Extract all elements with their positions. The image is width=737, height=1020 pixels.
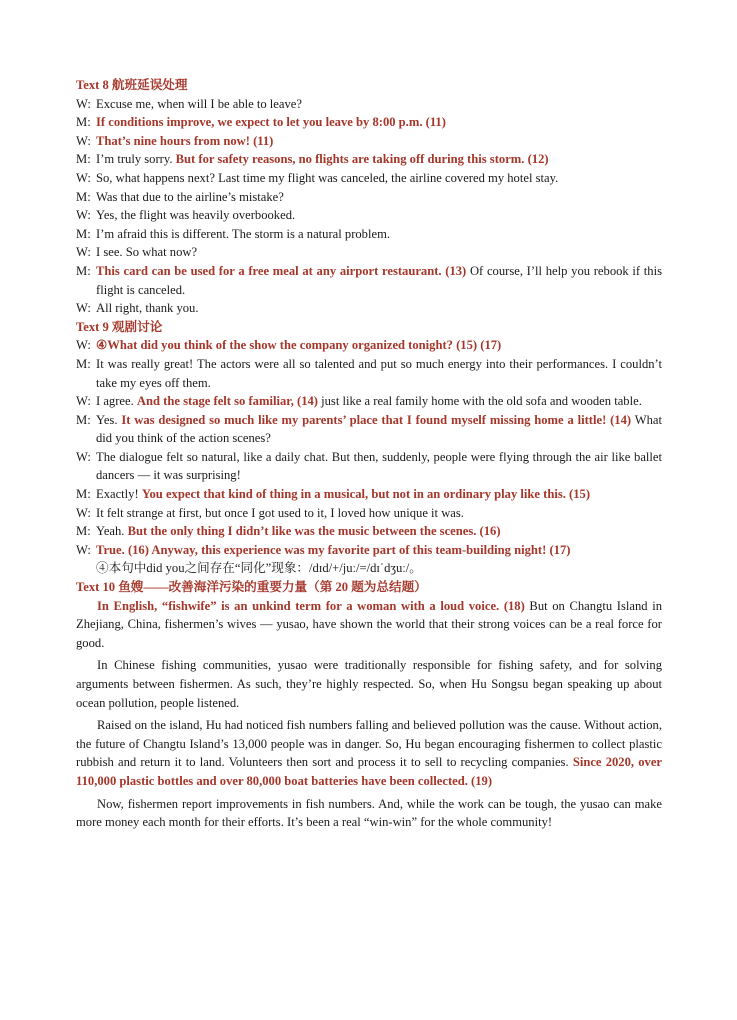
- text-run: I’m truly sorry.: [96, 152, 176, 167]
- dialogue-line: [76, 169, 662, 188]
- passage-paragraph: [76, 656, 662, 712]
- text10-passage: [76, 597, 662, 832]
- text-run: It felt strange at first, but once I got used to it, I loved how unique it was.: [96, 505, 464, 520]
- text-run: In Chinese fishing communities, yusao were traditionally responsible for fishing safety, and for solving arguments between fishermen. As such, they’re highly respected. So, when Hu Songsu began speaking up about ocean pollution, people listened.: [76, 658, 662, 710]
- speaker-label: W:: [76, 449, 91, 464]
- answer-highlight: But for safety reasons, no flights are taking off during this storm. (12): [175, 152, 549, 167]
- passage-paragraph: [76, 716, 662, 790]
- answer-highlight: If conditions improve, we expect to let you leave by 8:00 p.m. (11): [96, 115, 446, 130]
- speaker-label: W:: [76, 542, 91, 557]
- dialogue-text: [96, 299, 662, 318]
- speaker-label: M:: [76, 487, 91, 502]
- speaker-label: M:: [76, 412, 91, 427]
- text8-dialogue: [76, 95, 662, 318]
- dialogue-line: [76, 225, 662, 244]
- dialogue-line: [76, 132, 662, 151]
- dialogue-text: [96, 392, 662, 411]
- speaker-label: M:: [76, 524, 91, 539]
- speaker-label: W:: [76, 133, 91, 148]
- dialogue-text: [96, 225, 662, 244]
- dialogue-line: [76, 448, 662, 485]
- dialogue-line: [76, 392, 662, 411]
- text-run: I’m afraid this is different. The storm is a natural problem.: [96, 226, 391, 241]
- passage-paragraph: [76, 795, 662, 832]
- text10-heading: Text 10 鱼嫂——改善海洋污染的重要力量（第 20 题为总结题）: [76, 580, 427, 595]
- dialogue-text: [96, 355, 662, 392]
- text-run: I agree.: [96, 394, 137, 409]
- text-run: Now, fishermen report improvements in fish numbers. And, while the work can be tough, the yusao can make more money each month for their efforts. It’s been a real “win-win” for the whole community!: [76, 796, 662, 830]
- text-run: Yes, the flight was heavily overbooked.: [96, 208, 296, 223]
- speaker-label: W:: [76, 96, 91, 111]
- answer-highlight: It was designed so much like my parents’ place that I found myself missing home a little! (14): [121, 412, 632, 427]
- dialogue-text: [96, 243, 662, 262]
- dialogue-text: [96, 95, 662, 114]
- text-run: I see. So what now?: [96, 245, 198, 260]
- dialogue-line: [76, 262, 662, 299]
- dialogue-line: [76, 243, 662, 262]
- text9-note: ④本句中did you之间存在“同化”现象：/dɪd/+/juː/=/dɪˈdʒuː/。: [96, 561, 422, 576]
- dialogue-line: [76, 411, 662, 448]
- answer-highlight: In English, “fishwife” is an unkind term for a woman with a loud voice. (18): [97, 598, 525, 613]
- dialogue-text: [96, 188, 662, 207]
- speaker-label: M:: [76, 152, 91, 167]
- dialogue-text: [96, 336, 662, 355]
- answer-highlight: ④What did you think of the show the company organized tonight? (15) (17): [96, 338, 502, 353]
- dialogue-line: [76, 206, 662, 225]
- dialogue-line: [76, 95, 662, 114]
- speaker-label: W:: [76, 301, 91, 316]
- speaker-label: W:: [76, 170, 91, 185]
- dialogue-line: [76, 150, 662, 169]
- speaker-label: M:: [76, 189, 91, 204]
- text-run: Of course, I’ll help you rebook if this flight is canceled.: [96, 263, 662, 297]
- text-run: Yes.: [96, 412, 122, 427]
- answer-highlight: That’s nine hours from now! (11): [96, 133, 274, 148]
- dialogue-line: [76, 485, 662, 504]
- speaker-label: M:: [76, 356, 91, 371]
- passage-paragraph: [76, 597, 662, 653]
- text9-dialogue: [76, 336, 662, 559]
- dialogue-line: [76, 541, 662, 560]
- text-run: What did you think of the action scenes?: [96, 412, 662, 446]
- dialogue-text: [96, 504, 662, 523]
- speaker-label: W:: [76, 338, 91, 353]
- text8-heading: Text 8 航班延误处理: [76, 78, 188, 92]
- dialogue-text: [96, 262, 662, 299]
- text-run: just like a real family home with the old sofa and wooden table.: [317, 394, 642, 409]
- speaker-label: W:: [76, 394, 91, 409]
- text-run: Raised on the island, Hu had noticed fish numbers falling and believed pollution was the cause. Without action, the future of Changtu Island’s 13,000 people was in danger. So, Hu began encouraging fishermen to collect plastic rubbish and return it to land. Volunteers then sort and process it to sell to recycling companies.: [76, 718, 662, 770]
- dialogue-line: [76, 299, 662, 318]
- dialogue-line: [76, 188, 662, 207]
- dialogue-line: [76, 355, 662, 392]
- speaker-label: M:: [76, 115, 91, 130]
- answer-highlight: This card can be used for a free meal at any airport restaurant. (13): [96, 263, 467, 278]
- dialogue-text: [96, 522, 662, 541]
- dialogue-text: [96, 411, 662, 448]
- dialogue-text: [96, 541, 662, 560]
- text-run: Was that due to the airline’s mistake?: [96, 189, 284, 204]
- answer-highlight: True. (16) Anyway, this experience was my favorite part of this team-building night! (17): [96, 542, 571, 557]
- text9-heading: Text 9 观剧讨论: [76, 319, 163, 334]
- dialogue-text: [96, 206, 662, 225]
- answer-highlight: You expect that kind of thing in a musical, but not in an ordinary play like this. (15): [141, 487, 591, 502]
- dialogue-line: [76, 113, 662, 132]
- answer-highlight: And the stage felt so familiar, (14): [136, 394, 318, 409]
- answer-highlight: But the only thing I didn’t like was the music between the scenes. (16): [127, 524, 501, 539]
- text-run: The dialogue felt so natural, like a daily chat. But then, suddenly, people were flying through the air like ballet dancers — it was surprising!: [96, 449, 662, 483]
- text-run: Yeah.: [96, 524, 128, 539]
- speaker-label: W:: [76, 245, 91, 260]
- text-run: Excuse me, when will I be able to leave?: [96, 96, 302, 111]
- text-run: It was really great! The actors were all so talented and put so much energy into their performances. I couldn’t take my eyes off them.: [96, 356, 662, 390]
- text-run: Exactly!: [96, 487, 142, 502]
- text-run: So, what happens next? Last time my flight was canceled, the airline covered my hotel stay.: [96, 170, 559, 185]
- dialogue-line: [76, 336, 662, 355]
- dialogue-line: [76, 504, 662, 523]
- dialogue-text: [96, 150, 662, 169]
- dialogue-text: [96, 113, 662, 132]
- speaker-label: W:: [76, 208, 91, 223]
- answer-highlight: Since 2020, over 110,000 plastic bottles and over 80,000 boat batteries have been collected. (19): [76, 755, 662, 788]
- dialogue-line: [76, 522, 662, 541]
- dialogue-text: [96, 132, 662, 151]
- dialogue-text: [96, 169, 662, 188]
- speaker-label: M:: [76, 226, 91, 241]
- speaker-label: W:: [76, 505, 91, 520]
- document-page: [76, 76, 662, 832]
- text-run: All right, thank you.: [96, 301, 199, 316]
- dialogue-text: [96, 448, 662, 485]
- dialogue-text: [96, 485, 662, 504]
- text-run: But on Changtu Island in Zhejiang, China, fishermen’s wives — yusao, have shown the world that their strong voices can be a real force for good.: [76, 598, 662, 650]
- speaker-label: M:: [76, 263, 91, 278]
